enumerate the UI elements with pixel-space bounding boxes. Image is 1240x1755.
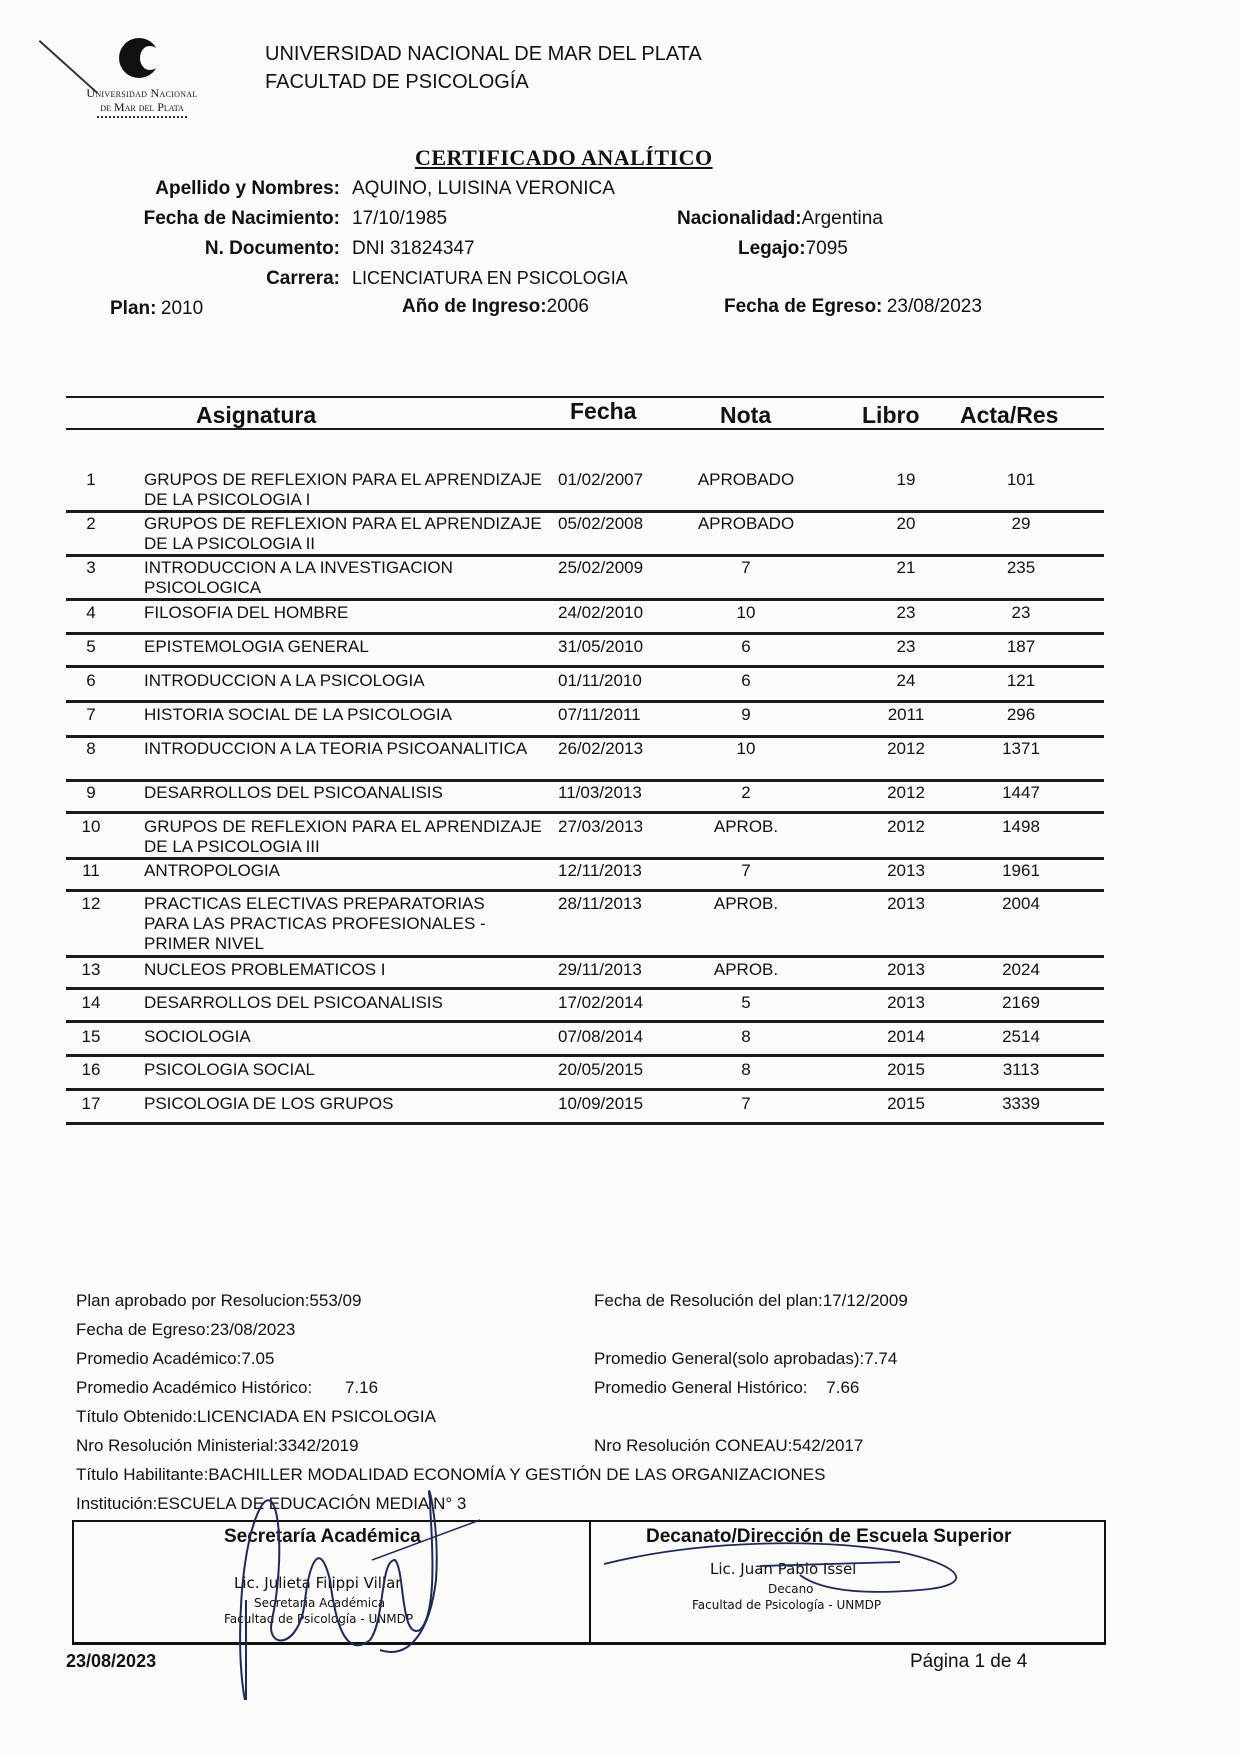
decanato-heading: Decanato/Dirección de Escuela Superior (646, 1526, 1012, 1547)
subject: INTRODUCCION A LA INVESTIGACION PSICOLOGICA (144, 558, 453, 597)
table-row: 3 INTRODUCCION A LA INVESTIGACION PSICOLOGICA 25/02/2009 7 21 235 (66, 558, 1104, 598)
table-row: 1 GRUPOS DE REFLEXION PARA EL APRENDIZAJE DE LA PSICOLOGIA I 01/02/2007 APROBADO 19 101 (66, 470, 1104, 510)
plan-value: 2010 (160, 298, 204, 319)
page-indicator: Página 1 de 4 (910, 1651, 1028, 1672)
ministerial-resolution: Nro Resolución Ministerial:3342/2019 (76, 1436, 359, 1455)
general-average-approved: Promedio General(solo aprobadas):7.74 (594, 1349, 898, 1368)
subject: INTRODUCCION A LA PSICOLOGIA (144, 671, 425, 690)
general-average-historic: Promedio General Histórico: 7.66 (594, 1378, 860, 1397)
subject: GRUPOS DE REFLEXION PARA EL APRENDIZAJE DE LA PSICOLOGIA II (144, 514, 542, 553)
table-row: 8 INTRODUCCION A LA TEORIA PSICOANALITICA 26/02/2013 10 2012 1371 (66, 739, 1104, 779)
academic-average: Promedio Académico:7.05 (76, 1349, 275, 1368)
table-row: 12 PRACTICAS ELECTIVAS PREPARATORIAS PARA LAS PRACTICAS PROFESIONALES - PRIMER NIVEL 28/11/2013 APROB. 2013 2004 (66, 894, 1104, 954)
plan-resolution: Plan aprobado por Resolucion:553/09 (76, 1291, 362, 1310)
table-row: 10 GRUPOS DE REFLEXION PARA EL APRENDIZAJE DE LA PSICOLOGIA III 27/03/2013 APROB. 2012 1498 (66, 817, 1104, 857)
subject: GRUPOS DE REFLEXION PARA EL APRENDIZAJE DE LA PSICOLOGIA I (144, 470, 542, 509)
table-row: 4 FILOSOFIA DEL HOMBRE 24/02/2010 10 23 23 (66, 603, 1104, 633)
subject: HISTORIA SOCIAL DE LA PSICOLOGIA (144, 705, 452, 724)
secretaria-org: Facultad de Psicología - UNMDP (224, 1612, 414, 1626)
prior-degree: Título Habilitante:BACHILLER MODALIDAD ECONOMÍA Y GESTIÓN DE LAS ORGANIZACIONES (76, 1465, 826, 1484)
egreso-label: Fecha de Egreso: (724, 296, 883, 317)
legajo-label: Legajo: (738, 238, 806, 259)
table-row: 11 ANTROPOLOGIA 12/11/2013 7 2013 1961 (66, 861, 1104, 891)
table-row: 7 HISTORIA SOCIAL DE LA PSICOLOGIA 07/11/2011 9 2011 296 (66, 705, 1104, 735)
subject: INTRODUCCION A LA TEORIA PSICOANALITICA (144, 739, 528, 758)
subject: ANTROPOLOGIA (144, 861, 281, 880)
footer-date: 23/08/2023 (66, 1651, 157, 1671)
degree-obtained: Título Obtenido:LICENCIADA EN PSICOLOGIA (76, 1407, 436, 1426)
nationality-value: Argentina (801, 208, 883, 229)
graduation-date: Fecha de Egreso:23/08/2023 (76, 1320, 296, 1339)
decano-name: Lic. Juan Pablo Issel (710, 1560, 857, 1578)
document-value: DNI 31824347 (352, 238, 475, 259)
secretaria-name: Lic. Julieta Filippi Villar (234, 1574, 402, 1592)
career-value: LICENCIATURA EN PSICOLOGIA (352, 268, 628, 288)
secretaria-heading: Secretaría Académica (224, 1526, 421, 1547)
plan-resolution-date: Fecha de Resolución del plan:17/12/2009 (594, 1291, 908, 1310)
subject: DESARROLLOS DEL PSICOANALISIS (144, 993, 443, 1012)
university-name: UNIVERSIDAD NACIONAL DE MAR DEL PLATA (265, 43, 702, 65)
logo-text-line2: de Mar del Plata (100, 100, 184, 114)
table-row: 15 SOCIOLOGIA 07/08/2014 8 2014 2514 (66, 1027, 1104, 1057)
table-row: 6 INTRODUCCION A LA PSICOLOGIA 01/11/2010 6 24 121 (66, 671, 1104, 701)
decano-org: Facultad de Psicología - UNMDP (692, 1598, 882, 1612)
academic-average-historic: Promedio Académico Histórico: 7.16 (76, 1378, 379, 1397)
nationality-label: Nacionalidad: (677, 208, 802, 229)
col-header-acta: Acta/Res (960, 402, 1059, 428)
document-title: CERTIFICADO ANALÍTICO (415, 145, 713, 170)
subject: DESARROLLOS DEL PSICOANALISIS (144, 783, 443, 802)
col-header-asignatura: Asignatura (196, 402, 317, 428)
secretaria-role: Secretaria Académica (254, 1596, 386, 1610)
ingreso-label: Año de Ingreso: (402, 296, 547, 317)
col-header-fecha: Fecha (570, 398, 637, 424)
table-row: 2 GRUPOS DE REFLEXION PARA EL APRENDIZAJE DE LA PSICOLOGIA II 05/02/2008 APROBADO 20 29 (66, 514, 1104, 554)
prior-institution: Institución:ESCUELA DE EDUCACIÓN MEDIA N° 3 (76, 1494, 467, 1513)
subject: PRACTICAS ELECTIVAS PREPARATORIAS PARA LAS PRACTICAS PROFESIONALES - PRIMER NIVEL (144, 894, 486, 953)
subject: GRUPOS DE REFLEXION PARA EL APRENDIZAJE DE LA PSICOLOGIA III (144, 817, 542, 856)
birth-label: Fecha de Nacimiento: (143, 208, 340, 229)
career-label: Carrera: (266, 268, 340, 289)
birth-value: 17/10/1985 (352, 208, 448, 229)
ingreso-value: 2006 (546, 296, 589, 317)
subject: EPISTEMOLOGIA GENERAL (144, 637, 369, 656)
table-row: 14 DESARROLLOS DEL PSICOANALISIS 17/02/2014 5 2013 2169 (66, 993, 1104, 1023)
subject: PSICOLOGIA SOCIAL (144, 1060, 316, 1079)
table-row: 17 PSICOLOGIA DE LOS GRUPOS 10/09/2015 7 2015 3339 (66, 1094, 1104, 1124)
subject: FILOSOFIA DEL HOMBRE (144, 603, 349, 622)
decano-role: Decano (768, 1582, 814, 1596)
subject: SOCIOLOGIA (144, 1027, 251, 1046)
coneau-resolution: Nro Resolución CONEAU:542/2017 (594, 1436, 864, 1455)
egreso-value: 23/08/2023 (886, 296, 982, 317)
table-row: 13 NUCLEOS PROBLEMATICOS I 29/11/2013 APROB. 2013 2024 (66, 960, 1104, 990)
name-label: Apellido y Nombres: (155, 178, 340, 199)
name-value: AQUINO, LUISINA VERONICA (352, 178, 615, 199)
logo-text-line1: Universidad Nacional (86, 86, 198, 100)
legajo-value: 7095 (805, 238, 848, 259)
plan-label: Plan: (110, 298, 157, 319)
col-header-nota: Nota (720, 402, 772, 428)
subject: NUCLEOS PROBLEMATICOS I (144, 960, 386, 979)
document-label: N. Documento: (204, 238, 340, 259)
table-row: 9 DESARROLLOS DEL PSICOANALISIS 11/03/2013 2 2012 1447 (66, 783, 1104, 813)
faculty-name: FACULTAD DE PSICOLOGÍA (265, 71, 529, 93)
subject: PSICOLOGIA DE LOS GRUPOS (144, 1094, 394, 1113)
col-header-libro: Libro (862, 402, 920, 428)
table-row: 5 EPISTEMOLOGIA GENERAL 31/05/2010 6 23 187 (66, 637, 1104, 667)
table-row: 16 PSICOLOGIA SOCIAL 20/05/2015 8 2015 3113 (66, 1060, 1104, 1090)
